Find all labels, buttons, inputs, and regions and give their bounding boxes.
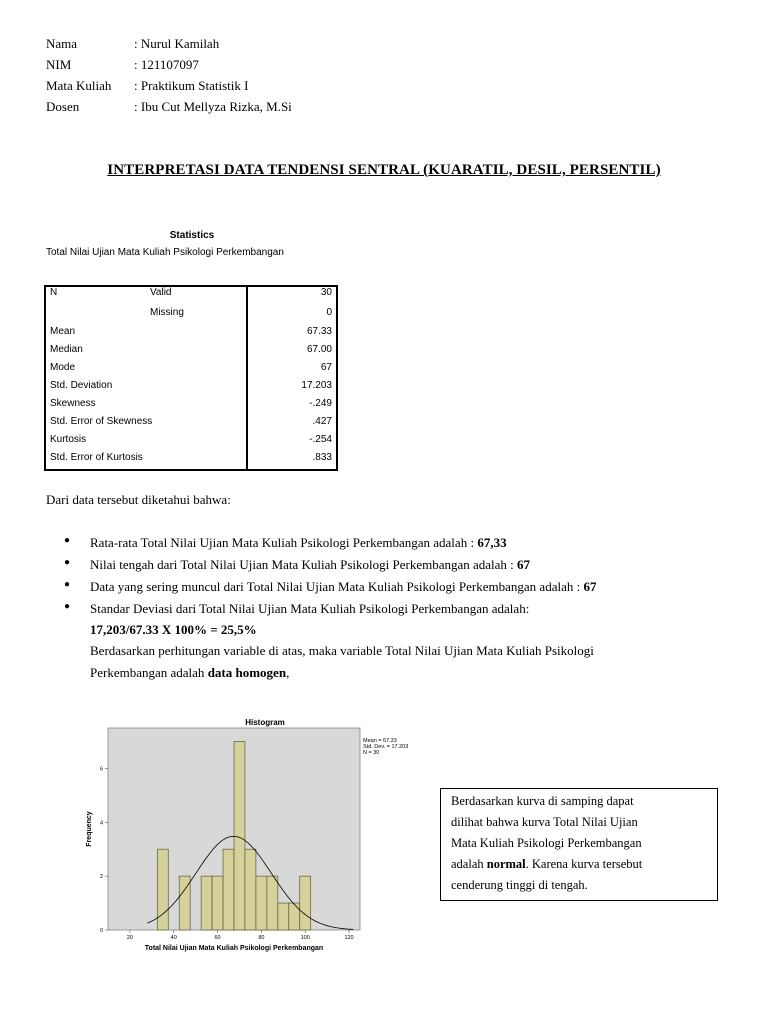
formula-text: 17,203/67.33 X 100% = 25,5% xyxy=(90,622,257,637)
table-row xyxy=(46,452,336,470)
x-tick-label: 20 xyxy=(126,935,133,941)
legend-n: N = 30 xyxy=(363,750,380,756)
table-row xyxy=(46,326,336,344)
bullet-text: Standar Deviasi dari Total Nilai Ujian Mata Kuliah Psikologi Perkembangan adalah: xyxy=(90,601,530,616)
bullet-icon: ● xyxy=(64,535,71,546)
y-tick-label: 2 xyxy=(99,874,103,881)
stat-value: .833 xyxy=(312,452,332,463)
histogram-bar xyxy=(278,903,289,930)
table-row xyxy=(46,344,336,362)
stat-label: Median xyxy=(50,344,83,355)
stat-label: Kurtosis xyxy=(50,434,87,445)
note-line: Mata Kuliah Psikologi Perkembangan xyxy=(451,836,642,850)
histogram-bar xyxy=(201,876,212,930)
statistics-table xyxy=(44,285,338,471)
info-label: NIM xyxy=(46,57,72,72)
table-row xyxy=(46,434,336,452)
note-box xyxy=(440,788,718,901)
stat-label: Std. Error of Kurtosis xyxy=(50,452,143,463)
stat-value: .427 xyxy=(312,416,332,427)
legend-std-dev: Std. Dev. = 17.203 xyxy=(363,744,409,750)
bullet-icon: ● xyxy=(64,601,71,612)
stat-value: -.249 xyxy=(309,398,332,409)
x-axis-label: Total Nilai Ujian Mata Kuliah Psikologi Perkembangan xyxy=(144,945,324,952)
table-row xyxy=(46,307,336,325)
table-row xyxy=(46,398,336,416)
table-row xyxy=(46,416,336,434)
stat-value: 17.203 xyxy=(301,380,332,391)
page-title: INTERPRETASI DATA TENDENSI SENTRAL (KUARATIL, DESIL, PERSENTIL) xyxy=(107,162,661,178)
y-axis-label: Frequency xyxy=(86,811,93,847)
x-tick-label: 80 xyxy=(258,935,265,941)
x-tick-label: 40 xyxy=(170,935,177,941)
x-tick-label: 60 xyxy=(214,935,221,941)
bullet-icon: ● xyxy=(64,557,71,568)
y-tick-label: 6 xyxy=(99,766,103,773)
chart-title: Histogram xyxy=(245,718,285,727)
stat-label: Std. Error of Skewness xyxy=(50,416,153,427)
stat-label: Mode xyxy=(50,362,76,373)
conclusion-line-2: Perkembangan adalah data homogen, xyxy=(90,665,290,680)
note-line: Berdasarkan kurva di samping dapat xyxy=(451,794,634,808)
stat-value: 67.33 xyxy=(306,326,332,337)
histogram-bar xyxy=(267,876,278,930)
histogram-bar xyxy=(234,741,245,930)
stat-value: 67.00 xyxy=(306,344,332,355)
table-row xyxy=(46,380,336,398)
info-label: Dosen xyxy=(46,99,80,114)
legend-mean: Mean = 67.33 xyxy=(363,738,397,744)
statistics-heading: Statistics xyxy=(169,230,215,241)
y-tick-label: 4 xyxy=(99,820,103,827)
stat-value: 30 xyxy=(320,287,332,298)
stat-label: Std. Deviation xyxy=(50,380,113,391)
histogram-bar xyxy=(245,849,256,930)
info-value: : Praktikum Statistik I xyxy=(134,78,249,93)
histogram-bar xyxy=(157,849,168,930)
stat-value: -.254 xyxy=(309,434,332,445)
x-tick-label: 120 xyxy=(344,935,354,941)
stat-value: 0 xyxy=(326,307,332,318)
info-value: : 121107097 xyxy=(134,57,199,72)
stat-sublabel: Missing xyxy=(150,307,184,318)
y-tick-label: 0 xyxy=(99,928,103,934)
note-line: cenderung tinggi di tengah. xyxy=(451,878,588,892)
histogram-bar xyxy=(300,876,311,930)
statistics-subtitle: Total Nilai Ujian Mata Kuliah Psikologi Perkembangan xyxy=(46,247,284,258)
table-row xyxy=(46,287,336,305)
note-line: dilihat bahwa kurva Total Nilai Ujian xyxy=(451,815,638,829)
note-line: adalah normal. Karena kurva tersebut xyxy=(451,857,643,871)
stat-label: Skewness xyxy=(50,398,96,409)
bullet-text: Rata-rata Total Nilai Ujian Mata Kuliah Psikologi Perkembangan adalah : 67,33 xyxy=(90,535,507,550)
info-label: Nama xyxy=(46,36,78,51)
bullet-text: Data yang sering muncul dari Total Nilai Ujian Mata Kuliah Psikologi Perkembangan adalah : 67 xyxy=(90,579,597,594)
info-value: : Nurul Kamilah xyxy=(134,36,220,51)
stat-value: 67 xyxy=(320,362,332,373)
conclusion-line-1: Berdasarkan perhitungan variable di atas, maka variable Total Nilai Ujian Mata Kuliah Psikologi xyxy=(90,643,594,658)
info-value: : Ibu Cut Mellyza Rizka, M.Si xyxy=(134,99,292,114)
x-tick-label: 100 xyxy=(300,935,310,941)
histogram-bar xyxy=(256,876,267,930)
stat-label: Mean xyxy=(50,326,76,337)
histogram-bar xyxy=(223,849,234,930)
histogram-bar xyxy=(289,903,300,930)
histogram-bar xyxy=(212,876,223,930)
histogram-chart xyxy=(80,712,409,957)
info-label: Mata Kuliah xyxy=(46,78,112,93)
stat-label: N xyxy=(50,287,58,298)
table-row xyxy=(46,362,336,380)
intro-paragraph: Dari data tersebut diketahui bahwa: xyxy=(46,492,231,507)
stat-sublabel: Valid xyxy=(150,287,172,298)
bullet-icon: ● xyxy=(64,579,71,590)
bullet-text: Nilai tengah dari Total Nilai Ujian Mata Kuliah Psikologi Perkembangan adalah : 67 xyxy=(90,557,531,572)
